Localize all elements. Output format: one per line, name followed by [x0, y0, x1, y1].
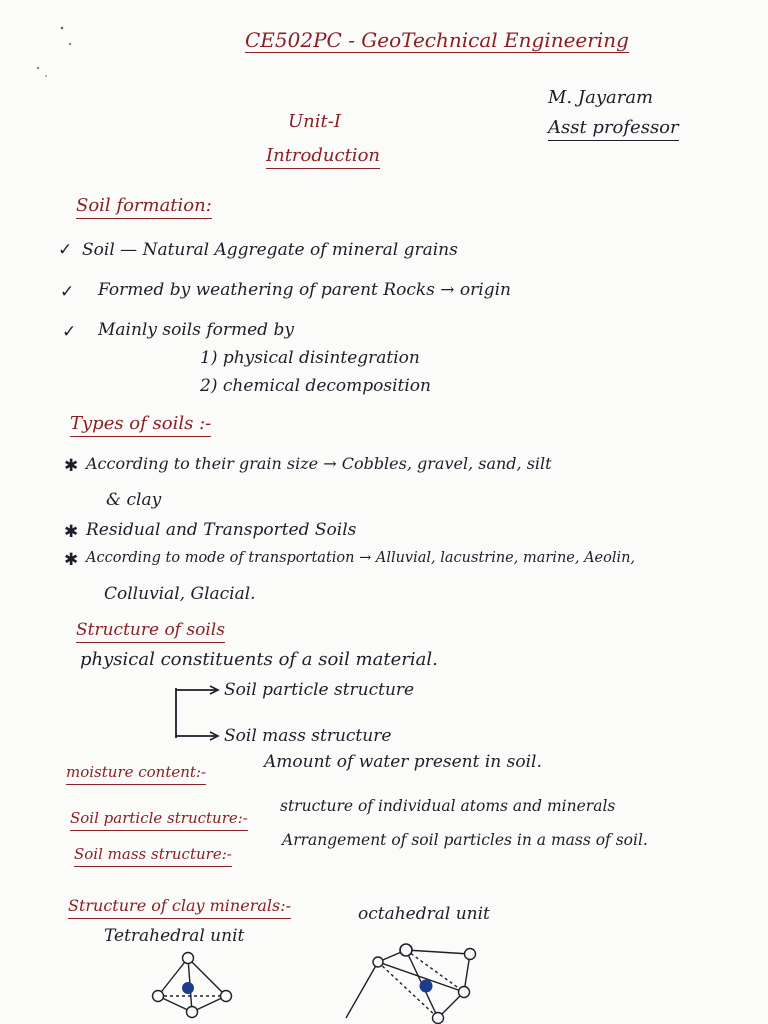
- structure-branch: Soil particle structure: [224, 680, 415, 700]
- structure-definition: physical constituents of a soil material.: [80, 649, 438, 670]
- unit-label: Unit-I: [288, 111, 341, 132]
- star-bullet-icon: ✱: [64, 550, 79, 570]
- types-of-soils-item: & clay: [106, 490, 162, 510]
- tetrahedral-label: Tetrahedral unit: [104, 926, 245, 946]
- author-title: Asst professor: [548, 118, 679, 141]
- definition-term: moisture content:-: [66, 762, 206, 785]
- star-bullet-icon: ✱: [64, 522, 79, 542]
- types-of-soils-item: Colluvial, Glacial.: [104, 584, 256, 604]
- types-of-soils-item: According to their grain size → Cobbles, gravel, sand, silt: [86, 454, 552, 473]
- tick-mark-icon: ✓: [60, 282, 75, 302]
- soil-formation-bullet: Mainly soils formed by: [98, 320, 294, 340]
- section-heading-clay-minerals: Structure of clay minerals:-: [68, 896, 291, 919]
- tick-mark-icon: ✓: [62, 322, 77, 342]
- tick-mark-icon: ✓: [58, 240, 73, 260]
- structure-branch: Soil mass structure: [224, 726, 392, 746]
- soil-formation-sub-item: 1) physical disintegration: [200, 348, 420, 368]
- soil-formation-bullet: Soil — Natural Aggregate of mineral grains: [82, 240, 458, 260]
- octahedral-label: octahedral unit: [358, 904, 490, 924]
- soil-formation-sub-item: 2) chemical decomposition: [200, 376, 431, 396]
- course-title: CE502PC - GeoTechnical Engineering: [245, 28, 629, 52]
- star-bullet-icon: ✱: [64, 456, 79, 476]
- definition-term: Soil particle structure:-: [70, 808, 248, 831]
- unit-title: Introduction: [266, 146, 380, 169]
- soil-formation-bullet: Formed by weathering of parent Rocks → origin: [98, 280, 511, 300]
- section-heading-soil-formation: Soil formation:: [76, 196, 212, 219]
- definition-term: Soil mass structure:-: [74, 844, 232, 867]
- section-heading-structure-of-soils: Structure of soils: [76, 620, 225, 643]
- definition-text: structure of individual atoms and minerals: [280, 797, 616, 815]
- types-of-soils-item: Residual and Transported Soils: [86, 520, 357, 540]
- section-heading-types-of-soils: Types of soils :-: [70, 414, 211, 437]
- author-name: M. Jayaram: [548, 87, 654, 108]
- definition-text: Amount of water present in soil.: [264, 752, 542, 772]
- definition-text: Arrangement of soil particles in a mass of soil.: [282, 831, 648, 849]
- types-of-soils-item: According to mode of transportation → Alluvial, lacustrine, marine, Aeolin,: [86, 550, 636, 566]
